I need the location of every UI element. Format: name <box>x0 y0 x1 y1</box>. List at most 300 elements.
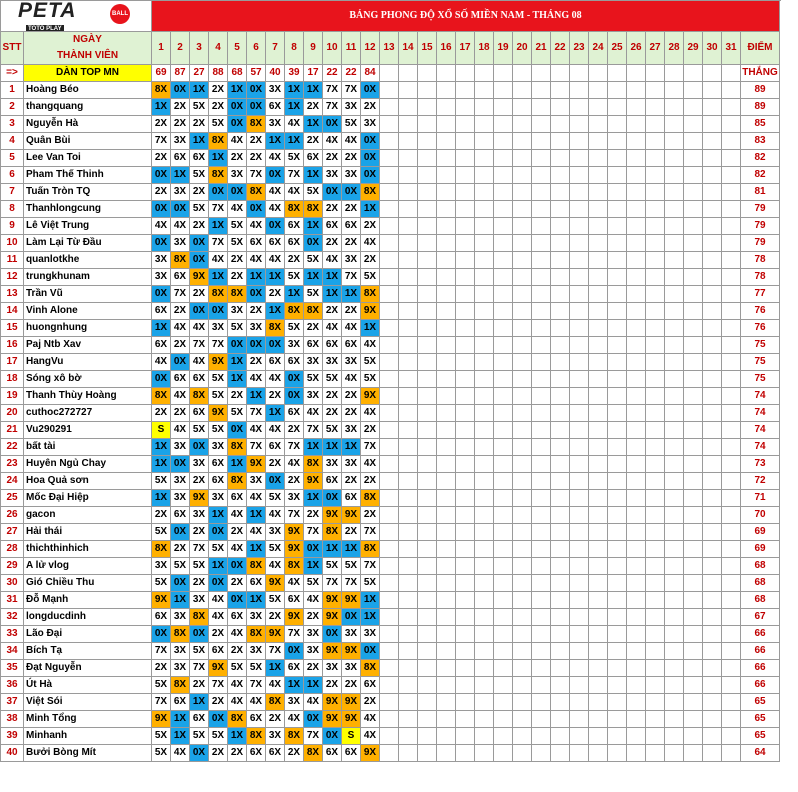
day-cell <box>627 252 646 269</box>
day-cell <box>418 303 437 320</box>
day-cell <box>437 711 456 728</box>
day-cell <box>399 524 418 541</box>
reference-value <box>703 65 722 82</box>
member-name: HangVu <box>24 354 152 371</box>
day-cell: 3X <box>342 99 361 116</box>
table-row <box>1 456 780 473</box>
day-cell: 7X <box>342 82 361 99</box>
day-cell <box>570 456 589 473</box>
day-cell: 7X <box>171 286 190 303</box>
day-cell <box>399 745 418 762</box>
day-cell <box>532 150 551 167</box>
day-cell: 7X <box>247 405 266 422</box>
day-cell <box>665 456 684 473</box>
day-cell: 3X <box>171 439 190 456</box>
day-cell <box>494 507 513 524</box>
member-score: 64 <box>741 745 780 762</box>
day-cell <box>475 456 494 473</box>
day-cell <box>513 286 532 303</box>
day-cell: 1X <box>228 354 247 371</box>
day-cell: 1X <box>304 490 323 507</box>
day-cell <box>608 422 627 439</box>
day-cell <box>703 235 722 252</box>
day-cell: 9X <box>323 711 342 728</box>
member-name: Thanh Thùy Hoàng <box>24 388 152 405</box>
day-cell: 4X <box>266 371 285 388</box>
day-cell: 1X <box>361 320 380 337</box>
day-cell <box>703 541 722 558</box>
day-cell <box>665 252 684 269</box>
day-cell <box>437 150 456 167</box>
day-cell: 0X <box>266 167 285 184</box>
day-cell <box>608 337 627 354</box>
day-cell <box>589 150 608 167</box>
day-cell: 7X <box>285 439 304 456</box>
day-cell: 5X <box>285 150 304 167</box>
day-cell <box>570 660 589 677</box>
header-score: ĐIỂM <box>741 32 780 65</box>
day-cell <box>665 711 684 728</box>
day-cell <box>627 711 646 728</box>
day-cell: 5X <box>209 728 228 745</box>
day-cell: 0X <box>171 575 190 592</box>
day-cell <box>627 422 646 439</box>
day-cell: 0X <box>152 235 171 252</box>
day-cell: 9X <box>323 694 342 711</box>
day-cell <box>703 524 722 541</box>
day-cell: 6X <box>266 745 285 762</box>
member-name: longducdinh <box>24 609 152 626</box>
day-cell <box>608 99 627 116</box>
day-cell: 5X <box>247 660 266 677</box>
day-cell: 5X <box>152 524 171 541</box>
day-cell: 2X <box>342 677 361 694</box>
member-name: Huyên Ngủ Chay <box>24 456 152 473</box>
day-cell <box>399 320 418 337</box>
day-cell <box>684 133 703 150</box>
day-cell <box>399 405 418 422</box>
day-cell: 6X <box>247 575 266 592</box>
day-cell: 4X <box>323 133 342 150</box>
day-cell: 6X <box>171 269 190 286</box>
day-cell: 2X <box>342 201 361 218</box>
day-cell: 4X <box>228 133 247 150</box>
day-cell: 8X <box>304 201 323 218</box>
day-cell: 0X <box>190 626 209 643</box>
member-name: Lee Van Toi <box>24 150 152 167</box>
day-cell: 2X <box>323 235 342 252</box>
header-stt: STT <box>1 32 24 65</box>
day-cell <box>722 337 741 354</box>
day-cell <box>532 218 551 235</box>
day-cell <box>380 660 399 677</box>
table-row <box>1 422 780 439</box>
day-cell: 4X <box>342 371 361 388</box>
day-cell: 5X <box>285 320 304 337</box>
day-cell <box>589 745 608 762</box>
day-cell <box>475 643 494 660</box>
day-cell: 8X <box>361 490 380 507</box>
day-cell: 2X <box>209 694 228 711</box>
day-cell <box>456 626 475 643</box>
table-row <box>1 252 780 269</box>
day-cell: 4X <box>361 456 380 473</box>
day-cell <box>494 592 513 609</box>
member-name: Bích Tạ <box>24 643 152 660</box>
member-name: Đạt Nguyễn <box>24 660 152 677</box>
member-score: 75 <box>741 371 780 388</box>
day-cell <box>589 575 608 592</box>
day-cell: 2X <box>361 218 380 235</box>
day-cell: 2X <box>228 643 247 660</box>
day-cell: 5X <box>152 728 171 745</box>
day-cell <box>418 626 437 643</box>
day-cell <box>494 694 513 711</box>
day-cell <box>437 473 456 490</box>
member-score: 81 <box>741 184 780 201</box>
member-name: Tuấn Tròn TQ <box>24 184 152 201</box>
header-day-17: 17 <box>456 32 475 65</box>
day-cell <box>646 711 665 728</box>
day-cell: 5X <box>342 116 361 133</box>
day-cell <box>399 728 418 745</box>
day-cell <box>418 269 437 286</box>
day-cell: 2X <box>361 473 380 490</box>
day-cell: 3X <box>342 252 361 269</box>
member-score: 67 <box>741 609 780 626</box>
day-cell <box>665 150 684 167</box>
day-cell <box>722 150 741 167</box>
day-cell <box>684 439 703 456</box>
day-cell: 0X <box>304 541 323 558</box>
day-cell: 7X <box>323 575 342 592</box>
day-cell: 3X <box>266 524 285 541</box>
day-cell <box>475 439 494 456</box>
day-cell <box>437 490 456 507</box>
day-cell <box>722 320 741 337</box>
reference-value <box>399 65 418 82</box>
table-row <box>1 558 780 575</box>
day-cell <box>551 405 570 422</box>
day-cell: 1X <box>209 150 228 167</box>
member-score: 79 <box>741 201 780 218</box>
day-cell <box>627 354 646 371</box>
day-cell: 8X <box>361 541 380 558</box>
day-cell <box>570 541 589 558</box>
page-title: BẢNG PHONG ĐỘ XỔ SỐ MIỀN NAM - THÁNG 08 <box>152 1 780 32</box>
row-stt: 18 <box>1 371 24 388</box>
header-day-23: 23 <box>570 32 589 65</box>
header-day-15: 15 <box>418 32 437 65</box>
day-cell: 4X <box>266 558 285 575</box>
day-cell: 2X <box>190 524 209 541</box>
day-cell <box>570 337 589 354</box>
day-cell: 8X <box>304 456 323 473</box>
day-cell <box>722 541 741 558</box>
day-cell <box>475 490 494 507</box>
day-cell <box>418 524 437 541</box>
day-cell: 7X <box>361 558 380 575</box>
row-stt: 32 <box>1 609 24 626</box>
day-cell: 3X <box>342 456 361 473</box>
day-cell: 3X <box>342 354 361 371</box>
day-cell <box>684 269 703 286</box>
day-cell <box>551 82 570 99</box>
day-cell <box>513 592 532 609</box>
day-cell <box>665 677 684 694</box>
day-cell <box>513 133 532 150</box>
day-cell <box>684 184 703 201</box>
row-stt: 37 <box>1 694 24 711</box>
day-cell <box>475 184 494 201</box>
day-cell <box>589 643 608 660</box>
day-cell: 4X <box>209 609 228 626</box>
day-cell: 5X <box>228 320 247 337</box>
day-cell <box>627 150 646 167</box>
day-cell <box>627 490 646 507</box>
table-row <box>1 303 780 320</box>
day-cell <box>532 320 551 337</box>
day-cell: 2X <box>171 337 190 354</box>
member-score: 69 <box>741 541 780 558</box>
table-row <box>1 354 780 371</box>
day-cell <box>551 473 570 490</box>
day-cell <box>399 167 418 184</box>
day-cell <box>418 541 437 558</box>
day-cell: 6X <box>190 711 209 728</box>
day-cell <box>475 99 494 116</box>
header-day-18: 18 <box>475 32 494 65</box>
day-cell: 0X <box>285 388 304 405</box>
day-cell <box>608 371 627 388</box>
day-cell <box>665 524 684 541</box>
day-cell: 3X <box>152 269 171 286</box>
day-cell <box>475 82 494 99</box>
day-cell <box>684 337 703 354</box>
day-cell: 6X <box>247 745 266 762</box>
day-cell: 7X <box>152 694 171 711</box>
day-cell <box>475 116 494 133</box>
row-stt: 30 <box>1 575 24 592</box>
day-cell <box>627 626 646 643</box>
day-cell <box>608 711 627 728</box>
day-cell <box>418 660 437 677</box>
row-stt: 1 <box>1 82 24 99</box>
day-cell <box>627 286 646 303</box>
day-cell: S <box>342 728 361 745</box>
day-cell <box>437 660 456 677</box>
day-cell: 8X <box>171 626 190 643</box>
day-cell: 0X <box>247 82 266 99</box>
table-row <box>1 728 780 745</box>
header-day-20: 20 <box>513 32 532 65</box>
day-cell <box>703 388 722 405</box>
table-row <box>1 609 780 626</box>
day-cell <box>456 388 475 405</box>
day-cell: 7X <box>304 422 323 439</box>
table-row <box>1 507 780 524</box>
day-cell: 4X <box>361 728 380 745</box>
day-cell <box>456 252 475 269</box>
day-cell <box>399 116 418 133</box>
table-row <box>1 235 780 252</box>
day-cell: 5X <box>209 116 228 133</box>
day-cell: 3X <box>323 167 342 184</box>
header-day-27: 27 <box>646 32 665 65</box>
day-cell <box>513 575 532 592</box>
day-cell: 0X <box>285 643 304 660</box>
day-cell <box>646 99 665 116</box>
reference-value: 69 <box>152 65 171 82</box>
day-cell <box>570 218 589 235</box>
day-cell: 2X <box>152 405 171 422</box>
arrow-cell: => <box>1 65 24 82</box>
day-cell: 2X <box>190 677 209 694</box>
day-cell: 0X <box>190 235 209 252</box>
day-cell: 3X <box>285 490 304 507</box>
day-cell: 6X <box>342 490 361 507</box>
day-cell <box>589 490 608 507</box>
day-cell: 2X <box>304 99 323 116</box>
day-cell: 5X <box>361 371 380 388</box>
day-cell <box>418 456 437 473</box>
day-cell <box>646 405 665 422</box>
day-cell <box>418 745 437 762</box>
day-cell <box>608 575 627 592</box>
day-cell <box>627 507 646 524</box>
day-cell: 1X <box>285 677 304 694</box>
day-cell <box>551 507 570 524</box>
header-day-26: 26 <box>627 32 646 65</box>
day-cell <box>570 201 589 218</box>
day-cell: 5X <box>323 558 342 575</box>
row-stt: 6 <box>1 167 24 184</box>
day-cell <box>532 439 551 456</box>
day-cell <box>608 252 627 269</box>
day-cell <box>684 303 703 320</box>
day-cell <box>646 745 665 762</box>
day-cell: 8X <box>228 439 247 456</box>
day-cell <box>418 575 437 592</box>
row-stt: 9 <box>1 218 24 235</box>
day-cell <box>627 558 646 575</box>
member-name: Gió Chiều Thu <box>24 575 152 592</box>
member-name: Bưởi Bòng Mít <box>24 745 152 762</box>
day-cell <box>456 337 475 354</box>
header-day-3: 3 <box>190 32 209 65</box>
day-cell <box>380 184 399 201</box>
day-cell <box>608 201 627 218</box>
day-cell <box>627 473 646 490</box>
day-cell: 6X <box>171 150 190 167</box>
table-row <box>1 490 780 507</box>
day-cell <box>551 150 570 167</box>
header-member <box>24 32 152 65</box>
day-cell: 2X <box>266 388 285 405</box>
member-score: 66 <box>741 643 780 660</box>
day-cell <box>475 728 494 745</box>
day-cell <box>380 524 399 541</box>
reference-value: 39 <box>285 65 304 82</box>
table-row <box>1 320 780 337</box>
day-cell <box>456 82 475 99</box>
day-cell: 1X <box>304 82 323 99</box>
day-cell <box>513 541 532 558</box>
day-cell <box>570 490 589 507</box>
day-cell <box>665 82 684 99</box>
day-cell <box>532 643 551 660</box>
day-cell: 3X <box>171 235 190 252</box>
day-cell <box>703 133 722 150</box>
day-cell <box>703 677 722 694</box>
day-cell: 3X <box>247 473 266 490</box>
day-cell <box>532 388 551 405</box>
member-score: 72 <box>741 473 780 490</box>
day-cell <box>532 677 551 694</box>
day-cell <box>475 558 494 575</box>
day-cell: 1X <box>247 507 266 524</box>
row-stt: 38 <box>1 711 24 728</box>
day-cell <box>475 167 494 184</box>
day-cell: 8X <box>361 286 380 303</box>
day-cell <box>646 337 665 354</box>
day-cell: 8X <box>247 558 266 575</box>
day-cell <box>399 541 418 558</box>
day-cell: 3X <box>285 694 304 711</box>
day-cell: 6X <box>323 745 342 762</box>
day-cell: 1X <box>152 320 171 337</box>
day-cell: 2X <box>304 133 323 150</box>
day-cell: 1X <box>152 456 171 473</box>
day-cell <box>380 643 399 660</box>
day-cell <box>703 337 722 354</box>
day-cell <box>589 82 608 99</box>
day-cell: 3X <box>171 660 190 677</box>
reference-value: 84 <box>361 65 380 82</box>
day-cell <box>399 660 418 677</box>
day-cell <box>437 524 456 541</box>
day-cell: 7X <box>190 337 209 354</box>
day-cell: 6X <box>361 677 380 694</box>
day-cell: 3X <box>171 133 190 150</box>
day-cell <box>456 235 475 252</box>
day-cell <box>380 728 399 745</box>
day-cell: 1X <box>304 677 323 694</box>
day-cell <box>589 116 608 133</box>
day-cell: 8X <box>228 473 247 490</box>
day-cell: 1X <box>342 439 361 456</box>
day-cell: 1X <box>266 269 285 286</box>
day-cell: 0X <box>152 201 171 218</box>
day-cell: 6X <box>152 303 171 320</box>
day-cell <box>475 524 494 541</box>
row-stt: 23 <box>1 456 24 473</box>
day-cell: 6X <box>323 337 342 354</box>
day-cell <box>684 711 703 728</box>
day-cell: 4X <box>266 507 285 524</box>
day-cell <box>608 133 627 150</box>
day-cell <box>665 439 684 456</box>
day-cell: 6X <box>304 337 323 354</box>
day-cell <box>703 660 722 677</box>
day-cell <box>475 252 494 269</box>
day-cell: 6X <box>247 235 266 252</box>
day-cell <box>380 218 399 235</box>
day-cell: 0X <box>247 286 266 303</box>
day-cell <box>513 388 532 405</box>
day-cell: 3X <box>285 337 304 354</box>
day-cell <box>551 320 570 337</box>
